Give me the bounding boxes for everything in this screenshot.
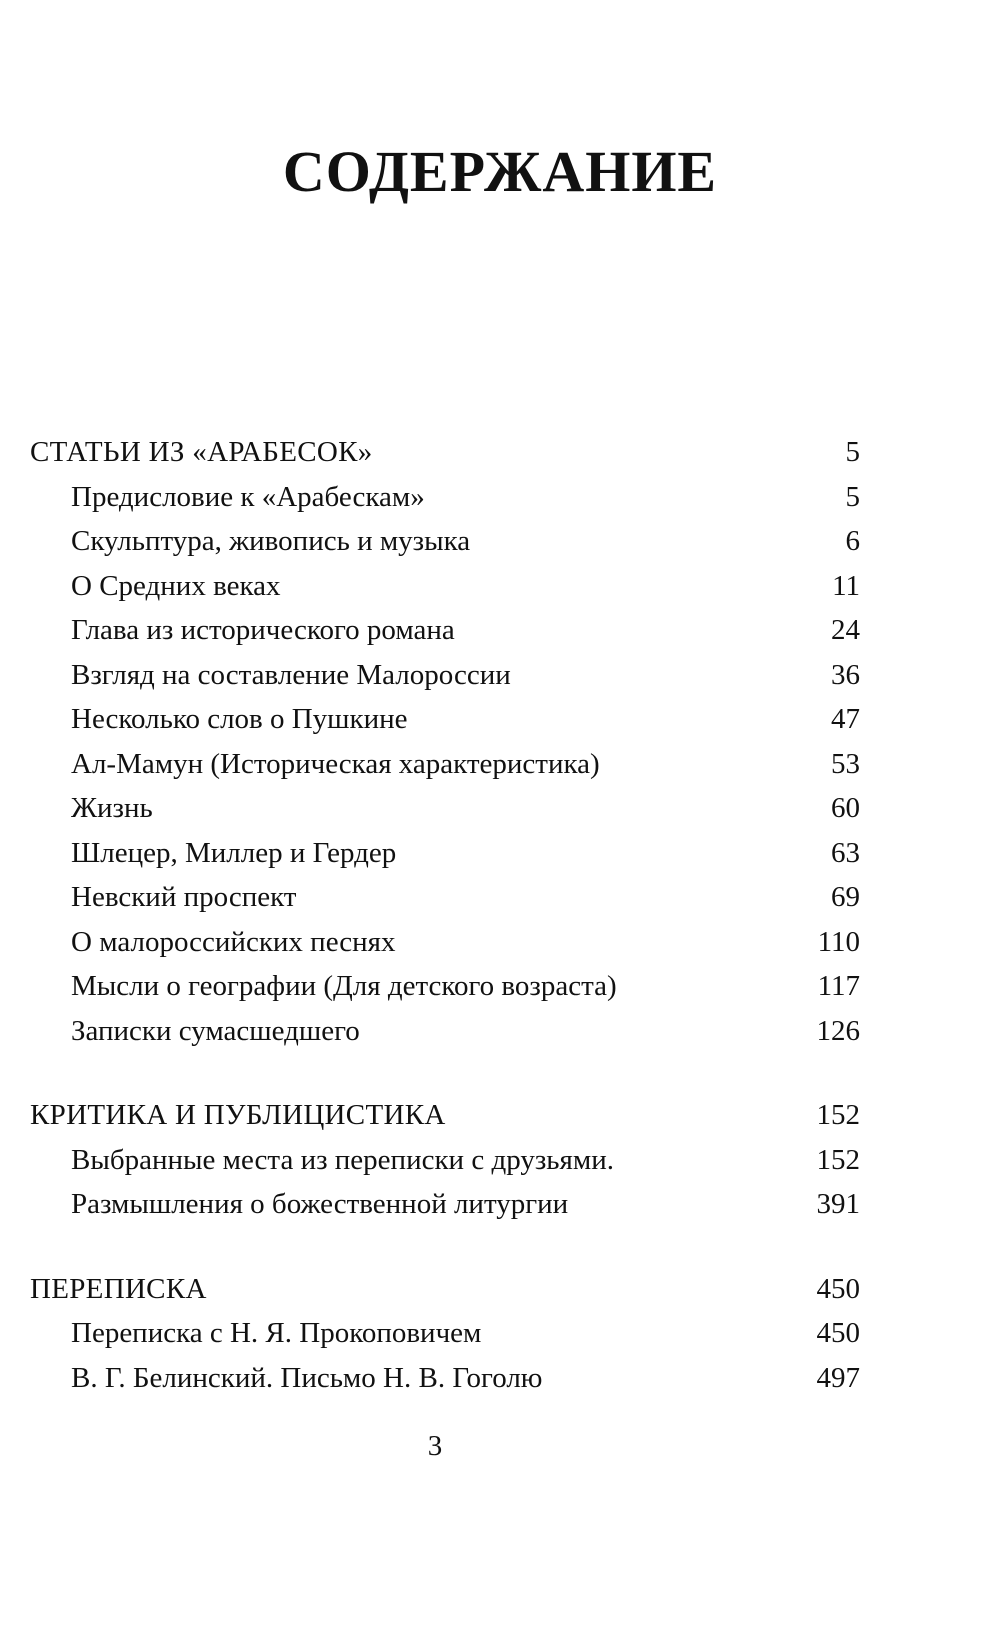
page-number: 152 (816, 1143, 860, 1176)
page-number: 11 (832, 569, 860, 602)
page-number: 24 (831, 614, 860, 646)
toc-entry[interactable] (30, 475, 860, 520)
page-number: 36 (831, 658, 860, 691)
toc-entry[interactable] (30, 831, 860, 876)
entry-label: О малороссийских песнях (71, 925, 396, 958)
page-number: 60 (831, 792, 860, 824)
toc-section (30, 430, 860, 1053)
toc-entry[interactable] (30, 964, 860, 1009)
entry-label: Записки сумасшедшего (71, 1014, 360, 1047)
page-number: 152 (816, 1099, 860, 1131)
section-heading-label: ПЕРЕПИСКА (30, 1272, 207, 1305)
toc-section-heading[interactable] (30, 430, 860, 475)
toc-section (30, 1267, 860, 1401)
entry-label: Скульптура, живопись и музыка (71, 525, 471, 557)
page-number: 6 (845, 525, 860, 557)
toc-entry[interactable] (30, 1356, 860, 1401)
page-folio-number: 3 (427, 1430, 443, 1462)
entry-label: Несколько слов о Пушкине (71, 703, 408, 735)
toc-entry[interactable] (30, 1138, 860, 1183)
section-heading-label: КРИТИКА И ПУБЛИЦИСТИКА (30, 1099, 446, 1131)
toc-entry[interactable] (30, 920, 860, 965)
page-number: 110 (817, 925, 860, 958)
toc-entry[interactable] (30, 697, 860, 742)
entry-label: Выбранные места из переписки с друзьями. (71, 1143, 614, 1176)
entry-label: Мысли о географии (Для детского возраста) (71, 970, 617, 1002)
page-number: 117 (817, 970, 860, 1002)
toc-entry[interactable] (30, 1009, 860, 1054)
entry-label: Переписка с Н. Я. Прокоповичем (71, 1317, 482, 1349)
entry-label: О Средних веках (71, 569, 281, 602)
entry-label: В. Г. Белинский. Письмо Н. В. Гоголю (71, 1361, 543, 1394)
toc-entry[interactable] (30, 786, 860, 831)
entry-label: Глава из исторического романа (71, 614, 455, 646)
toc-entry[interactable] (30, 1311, 860, 1356)
page-number: 69 (831, 881, 860, 913)
entry-label: Жизнь (71, 792, 153, 824)
page-number: 497 (816, 1361, 860, 1394)
toc-entry[interactable] (30, 519, 860, 564)
toc-section-heading[interactable] (30, 1093, 860, 1138)
table-of-contents (30, 430, 860, 1440)
entry-label: Ал-Мамун (Историческая характеристика) (71, 747, 600, 780)
page-number: 391 (816, 1188, 860, 1220)
page-number: 5 (845, 480, 860, 513)
toc-entry[interactable] (30, 742, 860, 787)
page-number: 126 (816, 1014, 860, 1047)
page-number: 450 (816, 1272, 860, 1305)
entry-label: Взгляд на составление Малороссии (71, 658, 511, 691)
toc-entry[interactable] (30, 875, 860, 920)
toc-entry[interactable] (30, 1182, 860, 1227)
page-number: 47 (831, 703, 860, 735)
toc-section (30, 1093, 860, 1227)
page-number: 450 (816, 1317, 860, 1349)
page-number: 63 (831, 836, 860, 869)
entry-label: Предисловие к «Арабескам» (71, 480, 425, 513)
page-title: СОДЕРЖАНИЕ (282, 139, 718, 204)
page-number: 53 (831, 747, 860, 780)
entry-label: Невский проспект (71, 881, 297, 913)
section-heading-label: СТАТЬИ ИЗ «АРАБЕСОК» (30, 436, 373, 468)
toc-entry[interactable] (30, 653, 860, 698)
page-number: 5 (845, 436, 860, 468)
entry-label: Размышления о божественной литургии (71, 1188, 569, 1220)
toc-entry[interactable] (30, 564, 860, 609)
toc-entry[interactable] (30, 608, 860, 653)
toc-section-heading[interactable] (30, 1267, 860, 1312)
entry-label: Шлецер, Миллер и Гердер (71, 836, 397, 869)
